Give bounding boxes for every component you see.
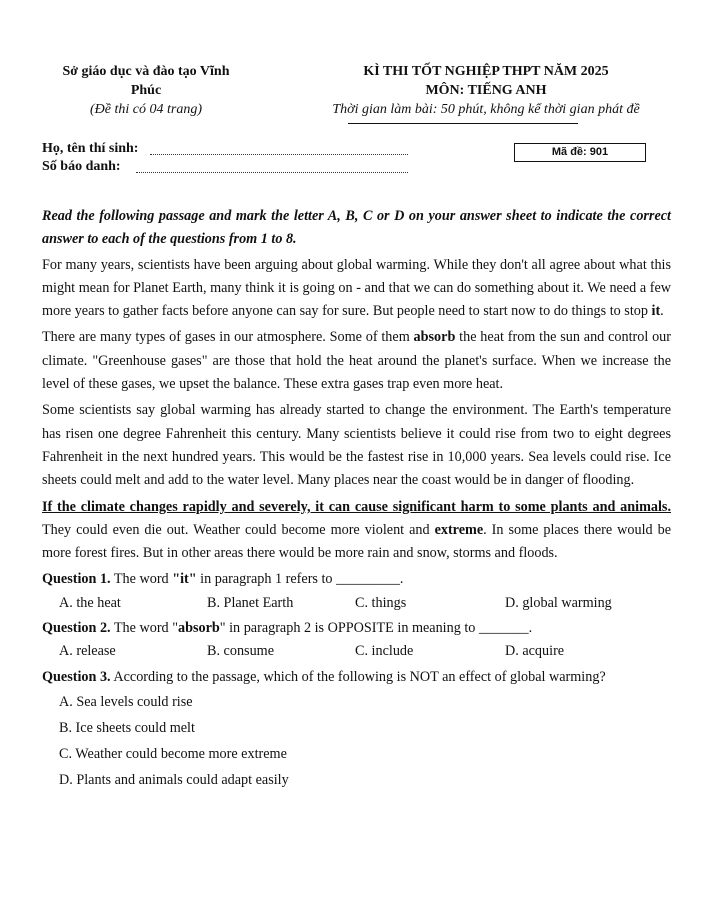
option-b[interactable]: B. Ice sheets could melt xyxy=(59,719,195,736)
question-3: Question 3. According to the passage, which of the following is NOT an effect of global warming? xyxy=(42,668,606,685)
question-1-options xyxy=(42,592,671,615)
exam-title: KÌ THI TỐT NGHIỆP THPT NĂM 2025 xyxy=(363,64,609,79)
option-d[interactable]: D. acquire xyxy=(505,643,565,660)
option-c[interactable]: C. Weather could become more extreme xyxy=(59,745,287,762)
exam-code-box: Mã đề: 901 xyxy=(514,143,646,162)
keyword-absorb: absorb xyxy=(413,329,456,346)
option-d[interactable]: D. global warming xyxy=(505,594,612,611)
keyword-extreme: extreme xyxy=(434,521,484,538)
question-2-options xyxy=(42,640,671,663)
candidate-id-field[interactable] xyxy=(136,172,408,173)
header-divider xyxy=(348,123,578,124)
question-1-label: Question 1. xyxy=(42,571,111,588)
option-c[interactable]: C. include xyxy=(355,643,414,660)
reference-word-it: it xyxy=(651,303,661,320)
department-header xyxy=(40,62,252,119)
question-3-label: Question 3. xyxy=(42,668,111,685)
option-d[interactable]: D. Plants and animals could adapt easily xyxy=(59,771,289,788)
passage-paragraph-2: There are many types of gases in our atmosphere. Some of them absorb the heat from the sun and control our climate. "Greenhouse gases" are those that hold the heat around the planet's surface. When we increase the level of these gases, we upset the balance. These extra gases trap even more heat. xyxy=(42,329,671,393)
passage-paragraph-1: For many years, scientists have been arguing about global warming. While they don't all agree about what this might mean for Planet Earth, many think it is going on - and that we can do something about it. We need a few more years to gather facts before anyone can say for sure. But people need to start now to do things to stop it. xyxy=(42,256,671,320)
underlined-sentence: If the climate changes rapidly and severely, it can cause significant harm to some plants and animals. xyxy=(42,498,671,515)
option-a[interactable]: A. release xyxy=(59,643,116,660)
instructions: Read the following passage and mark the letter A, B, C or D on your answer sheet to indicate the correct answer to each of the questions from 1 to 8. xyxy=(42,208,671,248)
exam-content xyxy=(42,205,671,793)
time-note: Thời gian làm bài: 50 phút, không kể thời gian phát đề xyxy=(332,102,640,117)
option-b[interactable]: B. Planet Earth xyxy=(207,594,294,611)
passage-paragraph-3: Some scientists say global warming has already started to change the environment. The Earth's temperature has risen one degree Fahrenheit this century. Many scientists believe it could rise from two to eight degrees Fahrenheit in the next hundred years. This would be the fastest rise in 10,000 years. Sea levels could rise. Ice sheets could melt and add to the water level. Many places near the coast would be in danger of flooding. xyxy=(42,402,671,489)
department-name-line2: Phúc xyxy=(130,83,162,98)
option-b[interactable]: B. consume xyxy=(207,643,274,660)
option-a[interactable]: A. Sea levels could rise xyxy=(59,693,193,710)
option-c[interactable]: C. things xyxy=(355,594,407,611)
passage-paragraph-4: If the climate changes rapidly and severely, it can cause significant harm to some plants and animals. They could even die out. Weather could become more violent and extreme. In some places there would be more forest fires. But in other areas there would be more rain and snow, storms and floods. xyxy=(42,498,671,562)
candidate-id-label: Số báo danh: xyxy=(42,159,121,174)
question-2: Question 2. The word "absorb" in paragraph 2 is OPPOSITE in meaning to _______. xyxy=(42,620,533,637)
subject-title: MÔN: TIẾNG ANH xyxy=(425,83,547,98)
exam-header xyxy=(288,62,684,119)
question-3-options xyxy=(42,689,671,793)
question-2-label: Question 2. xyxy=(42,620,111,637)
question-1: Question 1. The word "it" in paragraph 1 refers to _________. xyxy=(42,571,404,588)
page-count-note: (Đề thi có 04 trang) xyxy=(90,102,202,117)
candidate-name-label: Họ, tên thí sinh: xyxy=(42,141,139,156)
department-name-line1: Sở giáo dục và đào tạo Vĩnh xyxy=(62,64,230,79)
option-a[interactable]: A. the heat xyxy=(59,594,121,611)
candidate-name-field[interactable] xyxy=(150,154,408,155)
